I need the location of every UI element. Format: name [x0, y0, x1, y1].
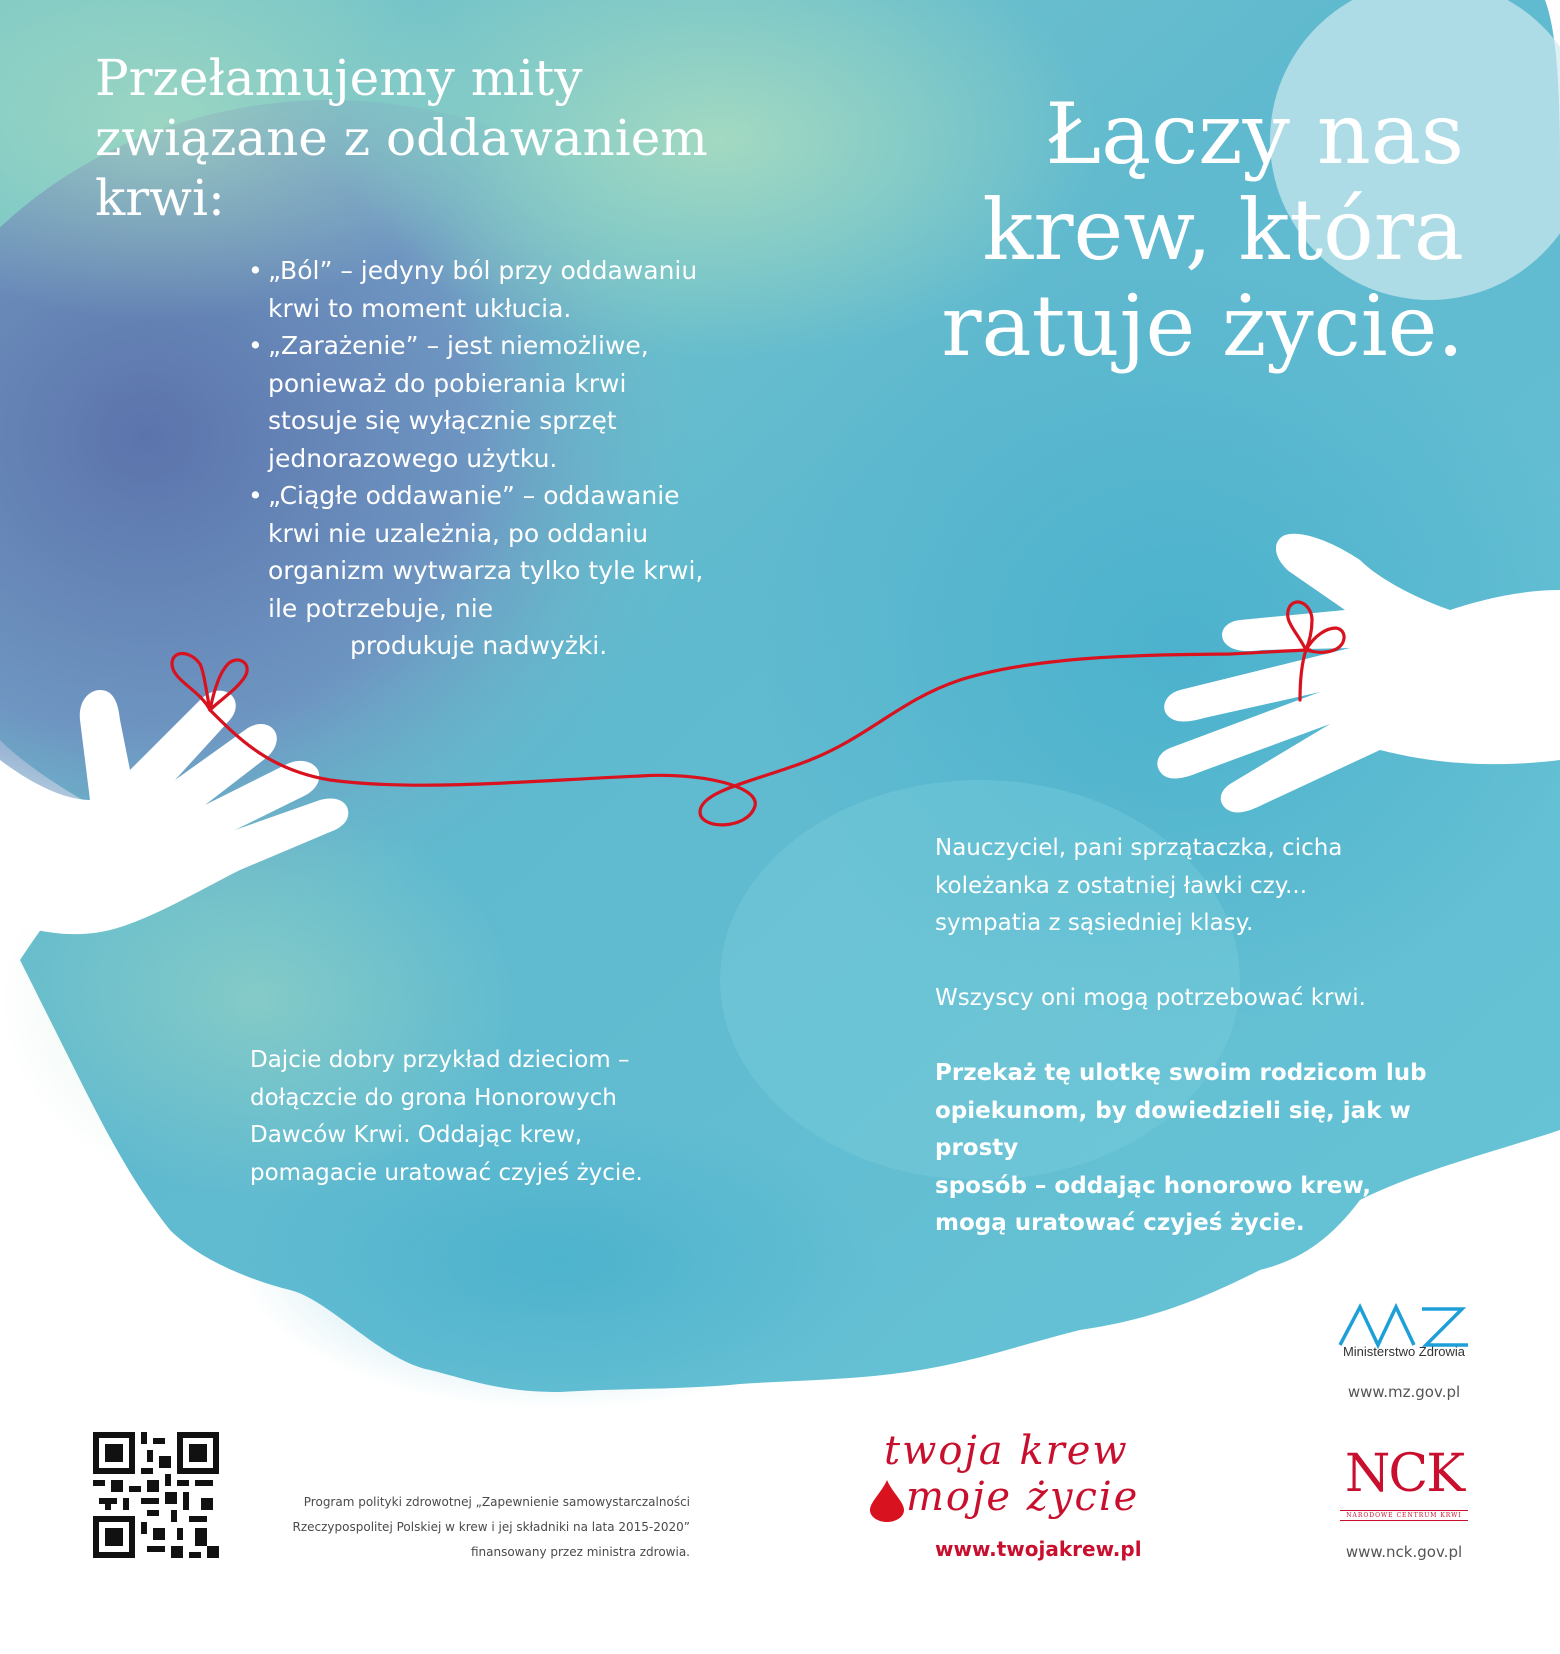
myth-item-text: „Ciągłe oddawanie” – oddawanie krwi nie uzależnia, po oddaniu organizm wytwarza tylko tyle krwi, ile potrzebuje, nie	[268, 481, 704, 623]
campaign-line-2: moje życie	[906, 1474, 1140, 1520]
qr-code-icon[interactable]	[93, 1432, 219, 1558]
slogan-headline: Łączy nas krew, która ratuje życie.	[941, 85, 1464, 375]
nck-name: NARODOWE CENTRUM KRWI	[1340, 1510, 1468, 1521]
program-note: Program polityki zdrowotnej „Zapewnienie samowystarczalności Rzeczypospolitej Polskiej w krew i jej składniki na lata 2015-2020” finansowany przez ministra zdrowia.	[292, 1495, 690, 1559]
myths-list	[248, 252, 708, 665]
campaign-logo	[870, 1428, 1200, 1523]
teacher-paragraph: Nauczyciel, pani sprzątaczka, cicha koleżanka z ostatniej ławki czy... sympatia z sąsiedniej klasy.	[935, 835, 1343, 936]
everyone-paragraph: Wszyscy oni mogą potrzebować krwi.	[935, 985, 1366, 1011]
mz-name: Ministerstwo Zdrowia	[1342, 1344, 1466, 1359]
campaign-url-link[interactable]: www.twojakrew.pl	[935, 1537, 1142, 1561]
blood-drop-icon	[870, 1480, 904, 1522]
myth-item-pain	[248, 252, 708, 327]
myth-item-last-line: produkuje nadwyżki.	[350, 631, 608, 660]
pass-leaflet-paragraph: Przekaż tę ulotkę swoim rodzicom lub opiekunom, by dowiedzieli się, jak w prosty sposób – oddając honorowo krew, mogą uratować czyjeś życie.	[935, 1060, 1427, 1236]
myth-item-continuous	[248, 477, 708, 665]
myth-item-infection	[248, 327, 708, 477]
myth-item-text: „Ból” – jedyny ból przy oddawaniu krwi to moment ukłucia.	[268, 256, 698, 323]
example-paragraph: Dajcie dobry przykład dzieciom – dołączcie do grona Honorowych Dawców Krwi. Oddając krew, pomagacie uratować czyjeś życie.	[250, 1047, 643, 1186]
myth-item-text: „Zarażenie” – jest niemożliwe, ponieważ do pobierania krwi stosuje się wyłącznie sprzęt jednorazowego użytku.	[268, 331, 649, 473]
campaign-line-1: twoja krew	[884, 1428, 1129, 1474]
nck-logo: NCK	[1344, 1444, 1464, 1504]
myths-title: Przełamujemy mity związane z oddawaniem krwi:	[95, 49, 708, 227]
mz-url-link[interactable]: www.mz.gov.pl	[1347, 1383, 1461, 1401]
nck-url-link[interactable]: www.nck.gov.pl	[1345, 1543, 1463, 1561]
